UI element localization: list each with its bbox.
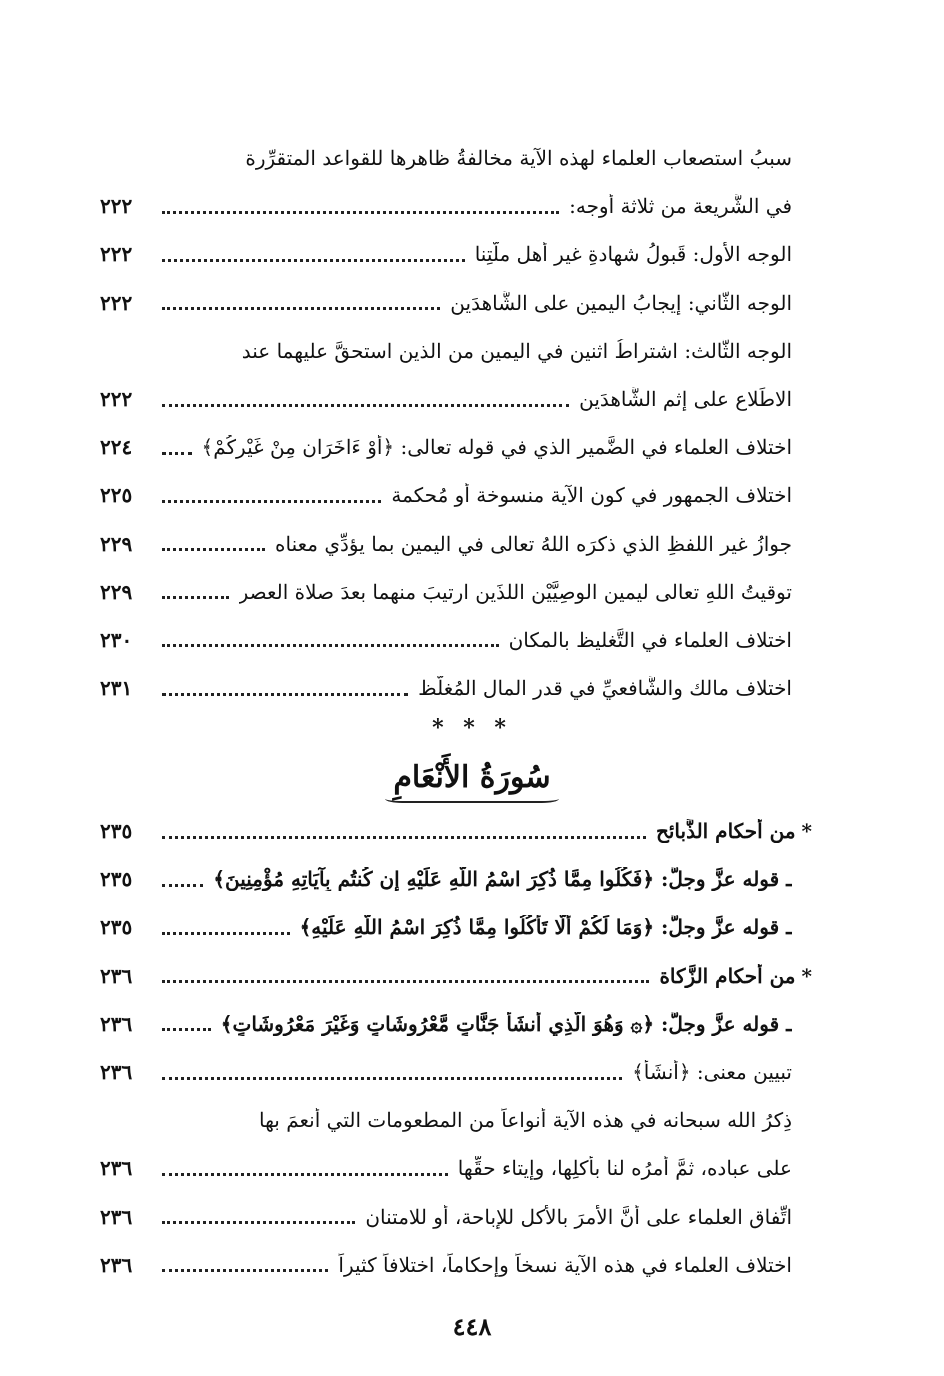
dot-leader	[162, 452, 192, 455]
toc-entry-title: الاطِّلاع على إثم الشَّاهدَين	[579, 387, 792, 412]
toc-entry-title: الوجه الأول: قَبولُ شهادةِ غيرِ أهلِ ملَّتِنا	[474, 242, 792, 267]
toc-entry-page: ٢٢٢	[100, 387, 133, 412]
toc-entry-page: ٢٢٩	[100, 531, 133, 556]
toc-entry-title: اختلاف العلماء في التَّغليظ بالمكان	[508, 627, 792, 652]
toc-entry	[100, 903, 792, 951]
toc-entry-title: على عباده، ثمَّ أمرُه لنا بأكلِها، وإيتاء حقِّها	[457, 1156, 792, 1181]
toc-heading-entry	[100, 952, 812, 1000]
toc-entry	[100, 616, 792, 664]
dot-leader	[162, 1173, 448, 1176]
toc-entry-page: ٢٣٦	[100, 1156, 133, 1181]
toc-entry	[100, 520, 792, 568]
toc-entry-title: اختلاف العلماء في هذه الآية نسخاً وإحكاماً، اختلافاً كثيراً	[338, 1252, 792, 1277]
toc-entry-page: ٢٢٤	[100, 435, 133, 460]
dot-leader	[162, 596, 229, 599]
dot-leader	[162, 404, 569, 407]
toc-entry-title: الوجه الثَّاني: إيجابُ اليمين على الشَّاهدَين	[450, 290, 792, 315]
dot-leader	[162, 1028, 211, 1031]
toc-entry-page: ٢٢٩	[100, 579, 133, 604]
toc-entry-title: *من أحكام الزَّكاة	[659, 963, 812, 988]
toc-entry	[100, 1048, 792, 1096]
dot-leader	[162, 693, 408, 696]
star-bullet: *	[801, 819, 812, 844]
surah-heading	[0, 760, 944, 803]
toc-entry	[100, 471, 792, 519]
toc-entry-title: ـ قوله عزَّ وجلَّ: ﴿فَكُلُوا مِمَّا ذُكِرَ اسْمُ اللَّهِ عَلَيْهِ إِن كُنتُم بِآيَاتِهِ مُؤْمِنِينَ﴾	[213, 867, 792, 892]
section-separator: * * *	[432, 715, 512, 741]
toc-entry-title: اتِّفاق العلماء على أنَّ الأمرَ بالأكل للإباحة، أو للامتنان	[365, 1204, 792, 1229]
toc-entry	[100, 664, 792, 712]
toc-entry-title: اختلاف مالك والشَّافعيِّ في قدر المال المُغلَّظ	[418, 676, 792, 701]
toc-heading-entry	[100, 807, 812, 855]
toc-entry	[100, 279, 792, 327]
toc-entry-title: تبيين معنى: ﴿أَنشَأَ﴾	[632, 1060, 792, 1085]
dot-leader	[162, 500, 381, 503]
dot-leader	[162, 932, 290, 935]
toc-entry-page: ٢٣٦	[100, 1060, 133, 1085]
toc-entry-page: ٢٣١	[100, 676, 133, 701]
toc-entry-page: ٢٣٥	[100, 819, 133, 844]
toc-entry-title: ـ قوله عزَّ وجلَّ: ﴿وَمَا لَكُمْ أَلَّا تَأْكُلُوا مِمَّا ذُكِرَ اسْمُ اللَّهِ عَلَيْهِ﴾	[299, 915, 792, 940]
toc-entry-page: ٢٣٦	[100, 1204, 133, 1229]
toc-entry-title: *من أحكام الذَّبائح	[655, 819, 812, 844]
toc-entry-title: سببُ استصعاب العلماء لهذه الآية مخالفةُ ظاهرِها للقواعد المتقرِّرة	[245, 146, 792, 171]
toc-entry-page: ٢٣٦	[100, 1252, 133, 1277]
toc-entry	[100, 134, 792, 182]
toc-entry-title: ـ قوله عزَّ وجلَّ: ﴿۞ وَهُوَ الَّذِي أَنشَأَ جَنَّاتٍ مَّعْرُوشَاتٍ وَغَيْرَ مَعْرُوشَاتٍ﴾	[220, 1011, 792, 1036]
dot-leader	[162, 211, 559, 214]
toc-entry-page: ٢٢٢	[100, 242, 133, 267]
toc-entry	[100, 1000, 792, 1048]
toc-entry-page: ٢٢٥	[100, 483, 133, 508]
toc-section-maida	[100, 134, 792, 712]
toc-entry-page: ٢٣٠	[100, 627, 133, 652]
toc-section-anam	[100, 807, 812, 1289]
toc-entry	[100, 855, 792, 903]
dot-leader	[162, 1221, 355, 1224]
dot-leader	[162, 259, 465, 262]
toc-entry	[100, 1144, 792, 1192]
dot-leader	[162, 1077, 622, 1080]
surah-calligraphy: سُورَةُ الأَنْعَامِ	[385, 760, 558, 803]
toc-entry	[100, 375, 792, 423]
toc-entry	[100, 327, 792, 375]
toc-entry-title: اختلاف العلماء في الضَّمير الذي في قوله تعالى: ﴿أَوْ ءَاخَرَانِ مِنْ غَيْرِكُمْ﴾	[201, 435, 792, 460]
dot-leader	[162, 548, 265, 551]
toc-entry-page: ٢٣٦	[100, 963, 133, 988]
dot-leader	[162, 307, 440, 310]
toc-entry-page: ٢٣٥	[100, 915, 133, 940]
toc-entry-title: توقيتُ اللهِ تعالى ليمين الوصِيَّيْن اللذَين ارتيبَ منهما بعدَ صلاة العصر	[238, 579, 792, 604]
toc-entry-page: ٢٢٢	[100, 194, 133, 219]
toc-entry	[100, 423, 792, 471]
dot-leader	[162, 884, 203, 887]
toc-entry	[100, 230, 792, 278]
dot-leader	[162, 644, 499, 647]
toc-entry-page: ٢٣٦	[100, 1011, 133, 1036]
toc-entry	[100, 1096, 792, 1144]
toc-entry	[100, 1193, 792, 1241]
toc-entry	[100, 568, 792, 616]
toc-entry-title: جوازُ غيرِ اللفظِ الذي ذكرَه اللهُ تعالى في اليمين بما يؤدِّي معناه	[275, 531, 792, 556]
toc-entry-page: ٢٢٢	[100, 290, 133, 315]
dot-leader	[162, 1269, 328, 1272]
toc-entry-title: ذِكرُ الله سبحانه في هذه الآية أنواعاً من المطعومات التي أنعمَ بها	[258, 1108, 792, 1133]
toc-entry	[100, 1241, 792, 1289]
toc-entry	[100, 182, 792, 230]
page-number: ٤٤٨	[452, 1312, 492, 1341]
dot-leader	[162, 836, 646, 839]
star-bullet: *	[801, 963, 812, 988]
toc-entry-title: الوجه الثَّالث: اشتراطُ اثنين في اليمين من الذين استحقَّ عليهما عند	[241, 338, 792, 363]
toc-entry-title: في الشَّريعة من ثلاثة أوجه:	[569, 194, 792, 219]
toc-entry-title: اختلاف الجمهور في كون الآية منسوخة أو مُحكمة	[391, 483, 792, 508]
dot-leader	[162, 980, 649, 983]
toc-entry-page: ٢٣٥	[100, 867, 133, 892]
